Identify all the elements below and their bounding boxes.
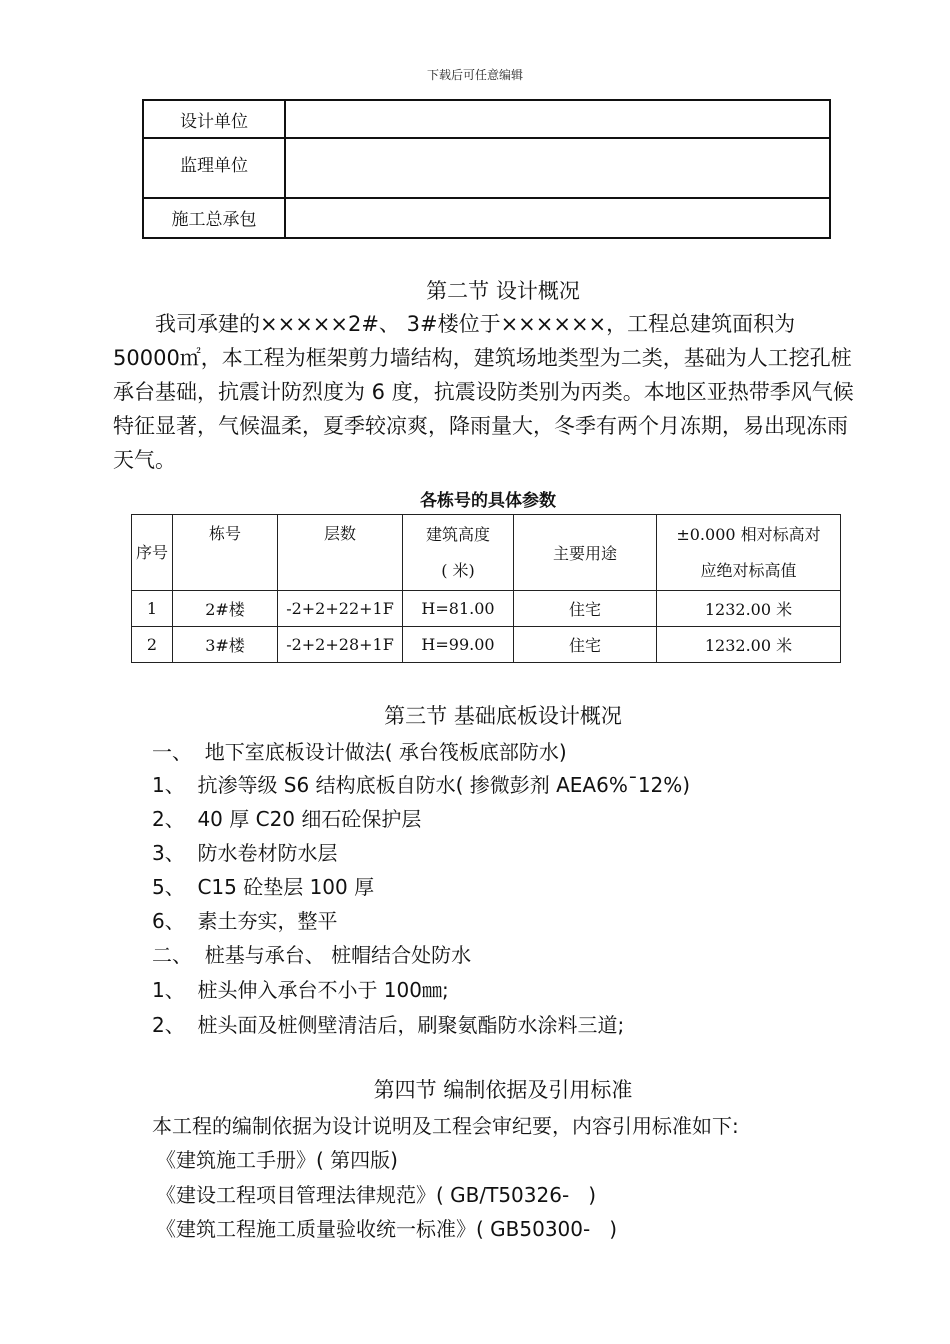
row1-building: 2#楼 xyxy=(173,591,278,627)
section2-title: 第二节 设计概况 xyxy=(426,279,580,303)
row1-elevation: 1232.00 米 xyxy=(657,591,841,627)
header-seq: 序号 xyxy=(132,515,173,591)
building-table-title: 各栋号的具体参数 xyxy=(420,491,556,511)
header-elevation-line2: 应绝对标高值 xyxy=(700,560,797,580)
header-note: 下载后可任意编辑 xyxy=(426,68,523,82)
table-row xyxy=(132,627,841,663)
header-height xyxy=(403,515,514,591)
unit-value-contractor xyxy=(285,198,830,238)
section3-line-7: 二、 桩基与承台、 桩帽结合处防水 xyxy=(152,943,472,967)
header-floors: 层数 xyxy=(278,515,403,591)
header-height-line2: ( 米) xyxy=(441,560,475,580)
row1-seq: 1 xyxy=(132,591,173,627)
section2-paragraph xyxy=(113,307,863,477)
header-height-line1: 建筑高度 xyxy=(425,524,490,544)
section2-paragraph-text: 我司承建的×××××2#、 3#楼位于××××××，工程总建筑面积为 50000㎡，本工程为框架剪力墙结构，建筑场地类型为二类，基础为人工挖孔桩承台基础，抗震计防烈度为 6 度，抗震设防类别为丙类。本地区亚热带季风气候特征显著，气候温柔，夏季较凉爽，降雨量大，冬季有两个月冻期，易出现冻雨天气。 xyxy=(113,312,854,472)
row2-building: 3#楼 xyxy=(173,627,278,663)
section3-line-8: 1、 桩头伸入承台不小于 100㎜; xyxy=(152,978,449,1002)
unit-table xyxy=(142,99,831,239)
section3-line-5: 5、 C15 砼垫层 100 厚 xyxy=(152,875,375,899)
unit-value-supervision xyxy=(285,138,830,198)
section3-line-2: 1、 抗渗等级 S6 结构底板自防水( 掺微彭剂 AEA6%¯12%) xyxy=(152,773,691,797)
building-table xyxy=(131,514,841,663)
unit-label-supervision: 监理单位 xyxy=(143,138,285,198)
header-building: 栋号 xyxy=(173,515,278,591)
header-usage: 主要用途 xyxy=(514,515,657,591)
section3-title: 第三节 基础底板设计概况 xyxy=(384,704,622,728)
unit-value-design xyxy=(285,100,830,138)
unit-label-contractor: 施工总承包 xyxy=(143,198,285,238)
table-row xyxy=(132,591,841,627)
row1-floors: -2+2+22+1F xyxy=(278,591,403,627)
header-elevation-line1: ±0.000 相对标高对 xyxy=(676,524,821,544)
section3-line-3: 2、 40 厚 C20 细石砼保护层 xyxy=(152,807,422,831)
row2-seq: 2 xyxy=(132,627,173,663)
row2-usage: 住宅 xyxy=(514,627,657,663)
header-elevation xyxy=(657,515,841,591)
section3-line-6: 6、 素土夯实，整平 xyxy=(152,909,338,933)
row2-floors: -2+2+28+1F xyxy=(278,627,403,663)
section3-line-4: 3、 防水卷材防水层 xyxy=(152,841,338,865)
row1-usage: 住宅 xyxy=(514,591,657,627)
section4-title: 第四节 编制依据及引用标准 xyxy=(373,1078,633,1102)
section3-line-1: 一、 地下室底板设计做法( 承台筏板底部防水) xyxy=(152,740,567,764)
section3-line-9: 2、 桩头面及桩侧壁清洁后，刷聚氨酯防水涂料三道; xyxy=(152,1013,625,1037)
section4-line-4: 《建筑工程施工质量验收统一标准》( GB50300- ) xyxy=(156,1217,618,1241)
unit-label-design: 设计单位 xyxy=(143,100,285,138)
section4-line-2: 《建筑施工手册》( 第四版) xyxy=(156,1148,398,1172)
row2-elevation: 1232.00 米 xyxy=(657,627,841,663)
row2-height: H=99.00 xyxy=(403,627,514,663)
row1-height: H=81.00 xyxy=(403,591,514,627)
section4-line-3: 《建设工程项目管理法律规范》( GB/T50326- ) xyxy=(156,1183,597,1207)
section4-line-1: 本工程的编制依据为设计说明及工程会审纪要，内容引用标准如下: xyxy=(152,1114,739,1138)
